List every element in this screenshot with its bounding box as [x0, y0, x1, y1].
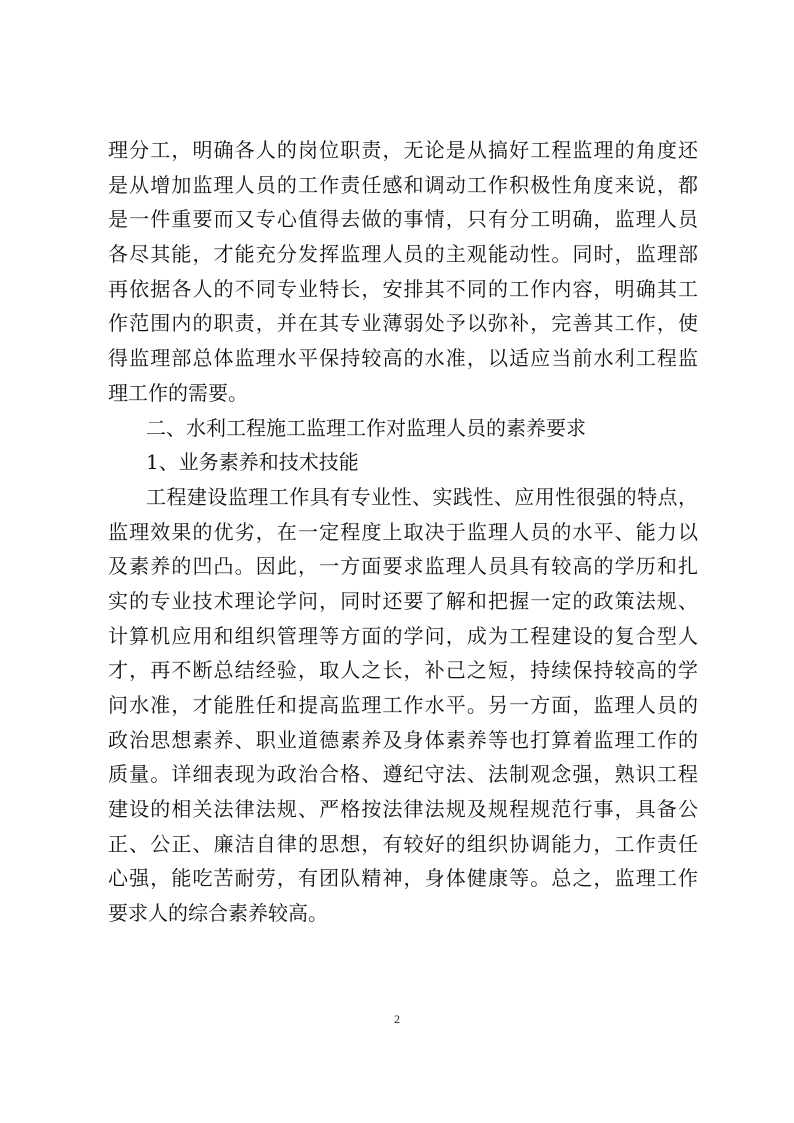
text-line: 及素养的凹凸。因此，一方面要求监理人员具有较高的学历和扎: [108, 554, 698, 579]
text-line: 各尽其能，才能充分发挥监理人员的主观能动性。同时，监理部: [108, 242, 698, 267]
text-line: 是一件重要而又专心值得去做的事情，只有分工明确，监理人员: [108, 207, 698, 232]
text-line: 建设的相关法律法规、严格按法律法规及规程规范行事，具备公: [108, 797, 698, 822]
text-line: 政治思想素养、职业道德素养及身体素养等也打算着监理工作的: [108, 727, 698, 752]
text-line: 理工作的需要。: [108, 380, 248, 405]
text-line: 正、公正、廉洁自律的思想，有较好的组织协调能力，工作责任: [108, 831, 698, 856]
section-heading: 二、水利工程施工监理工作对监理人员的素养要求: [146, 415, 586, 440]
text-line: 要求人的综合素养较高。: [108, 901, 328, 926]
text-line: 作范围内的职责，并在其专业薄弱处予以弥补，完善其工作，使: [108, 311, 698, 336]
text-line: 心强，能吃苦耐劳，有团队精神，身体健康等。总之，监理工作: [108, 866, 698, 891]
text-line: 是从增加监理人员的工作责任感和调动工作积极性角度来说，都: [108, 172, 698, 197]
body-text: [108, 133, 698, 931]
page-number: 2: [394, 1012, 400, 1026]
text-line: 计算机应用和组织管理等方面的学问，成为工程建设的复合型人: [108, 623, 698, 648]
text-line: 实的专业技术理论学问，同时还要了解和把握一定的政策法规、: [108, 588, 698, 613]
text-line: 监理效果的优劣，在一定程度上取决于监理人员的水平、能力以: [108, 519, 698, 544]
subsection-heading: 1、业务素养和技术技能: [146, 450, 359, 475]
text-line: 工程建设监理工作具有专业性、实践性、应用性很强的特点，: [146, 484, 698, 509]
text-line: 再依据各人的不同专业特长，安排其不同的工作内容，明确其工: [108, 276, 698, 301]
text-line: 才，再不断总结经验，取人之长，补己之短，持续保持较高的学: [108, 658, 698, 683]
text-line: 得监理部总体监理水平保持较高的水准，以适应当前水利工程监: [108, 346, 698, 371]
text-line: 理分工，明确各人的岗位职责，无论是从搞好工程监理的角度还: [108, 138, 698, 162]
text-line: 质量。详细表现为政治合格、遵纪守法、法制观念强，熟识工程: [108, 762, 698, 787]
text-line: 问水准，才能胜任和提高监理工作水平。另一方面，监理人员的: [108, 693, 698, 717]
